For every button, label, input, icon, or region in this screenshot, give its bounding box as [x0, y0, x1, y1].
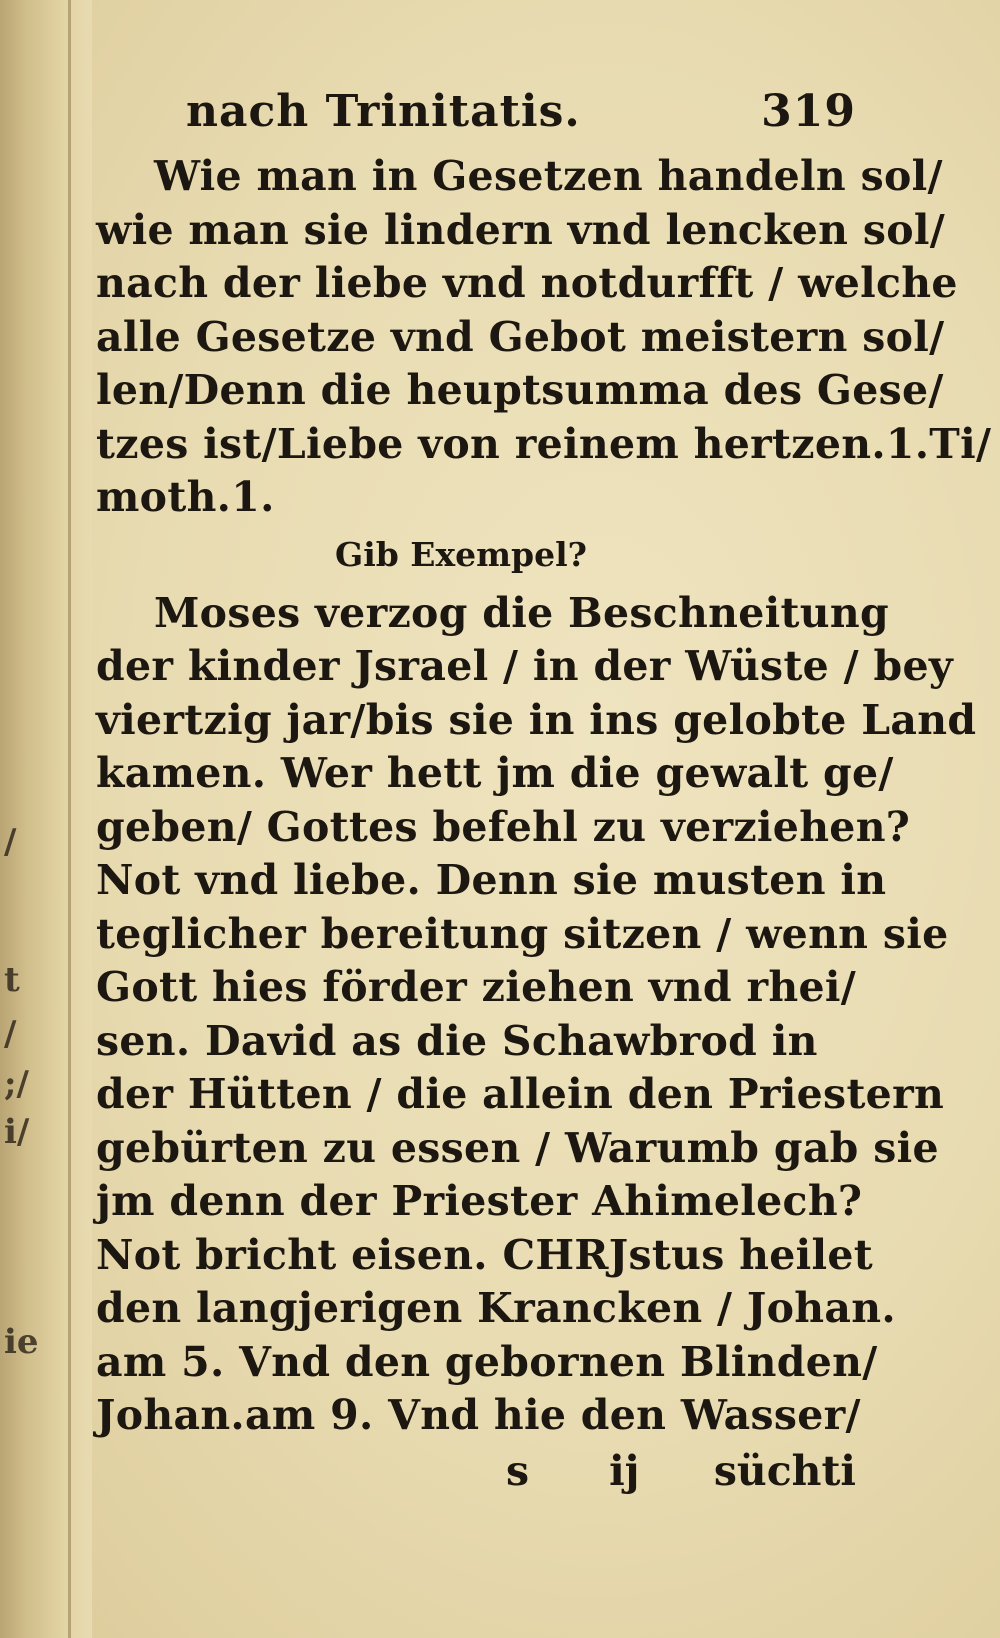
text-line: Moses verzog die Beschneitung: [154, 588, 889, 637]
text-line: den langjerigen Krancken / Johan.: [96, 1284, 896, 1332]
text-block: [96, 86, 992, 1499]
text-line: wie man sie lindern vnd lencken sol/: [96, 205, 946, 254]
text-line: nach der liebe vnd notdurfft / welche: [96, 259, 958, 307]
text-line: Gott hies förder ziehen vnd rhei/: [96, 963, 856, 1011]
text-line: der kinder Jsrael / in der Wüste / bey: [96, 642, 953, 690]
book-gutter: [0, 0, 92, 1638]
subheading: Gib Exempel?: [335, 534, 587, 574]
text-line: geben/ Gottes befehl zu verziehen?: [96, 802, 911, 851]
text-line: len/Denn die heuptsumma des Gese/: [96, 366, 944, 414]
signature-letter: s: [506, 1446, 530, 1495]
text-line: am 5. Vnd den gebornen Blinden/: [96, 1337, 878, 1386]
signature-mark: [506, 1443, 640, 1499]
margin-bleed-text: ie: [4, 1322, 39, 1362]
page-number: 319: [761, 86, 856, 137]
text-line: Not vnd liebe. Denn sie musten in: [96, 856, 887, 904]
text-line: gebürten zu essen / Warumb gab sie: [96, 1123, 939, 1172]
page-header: [96, 86, 866, 150]
margin-bleed-text: /: [4, 822, 17, 862]
catchword: süchti: [713, 1446, 856, 1495]
gutter-fold: [68, 0, 71, 1638]
paragraph-1: [96, 150, 992, 525]
text-line: jm denn der Priester Ahimelech?: [96, 1177, 863, 1225]
text-line: alle Gesetze vnd Gebot meistern sol/: [96, 312, 945, 361]
signature-number: ij: [609, 1446, 640, 1495]
text-line: Not bricht eisen. CHRJstus heilet: [96, 1230, 874, 1279]
text-line: sen. David as die Schawbrod in: [96, 1016, 818, 1065]
text-line: Wie man in Gesetzen handeln sol/: [154, 152, 943, 200]
text-line: der Hütten / die allein den Priestern: [96, 1070, 945, 1118]
text-line: Johan.am 9. Vnd hie den Wasser/: [96, 1391, 861, 1439]
margin-bleed-text: /: [4, 1014, 17, 1054]
text-line: moth.1.: [96, 473, 275, 521]
text-line: viertzig jar/bis sie in ins gelobte Land: [96, 695, 977, 744]
signature-line: [96, 1443, 866, 1499]
running-head: nach Trinitatis.: [186, 86, 581, 137]
margin-bleed-text: i/: [4, 1112, 30, 1152]
text-line: tzes ist/Liebe von reinem hertzen.1.Ti/: [96, 419, 992, 468]
margin-bleed-text: ;/: [4, 1064, 29, 1104]
text-line: teglicher bereitung sitzen / wenn sie: [96, 909, 949, 958]
margin-bleed-text: t: [4, 960, 20, 1000]
paragraph-2: [96, 587, 977, 1443]
text-line: kamen. Wer hett jm die gewalt ge/: [96, 749, 894, 797]
